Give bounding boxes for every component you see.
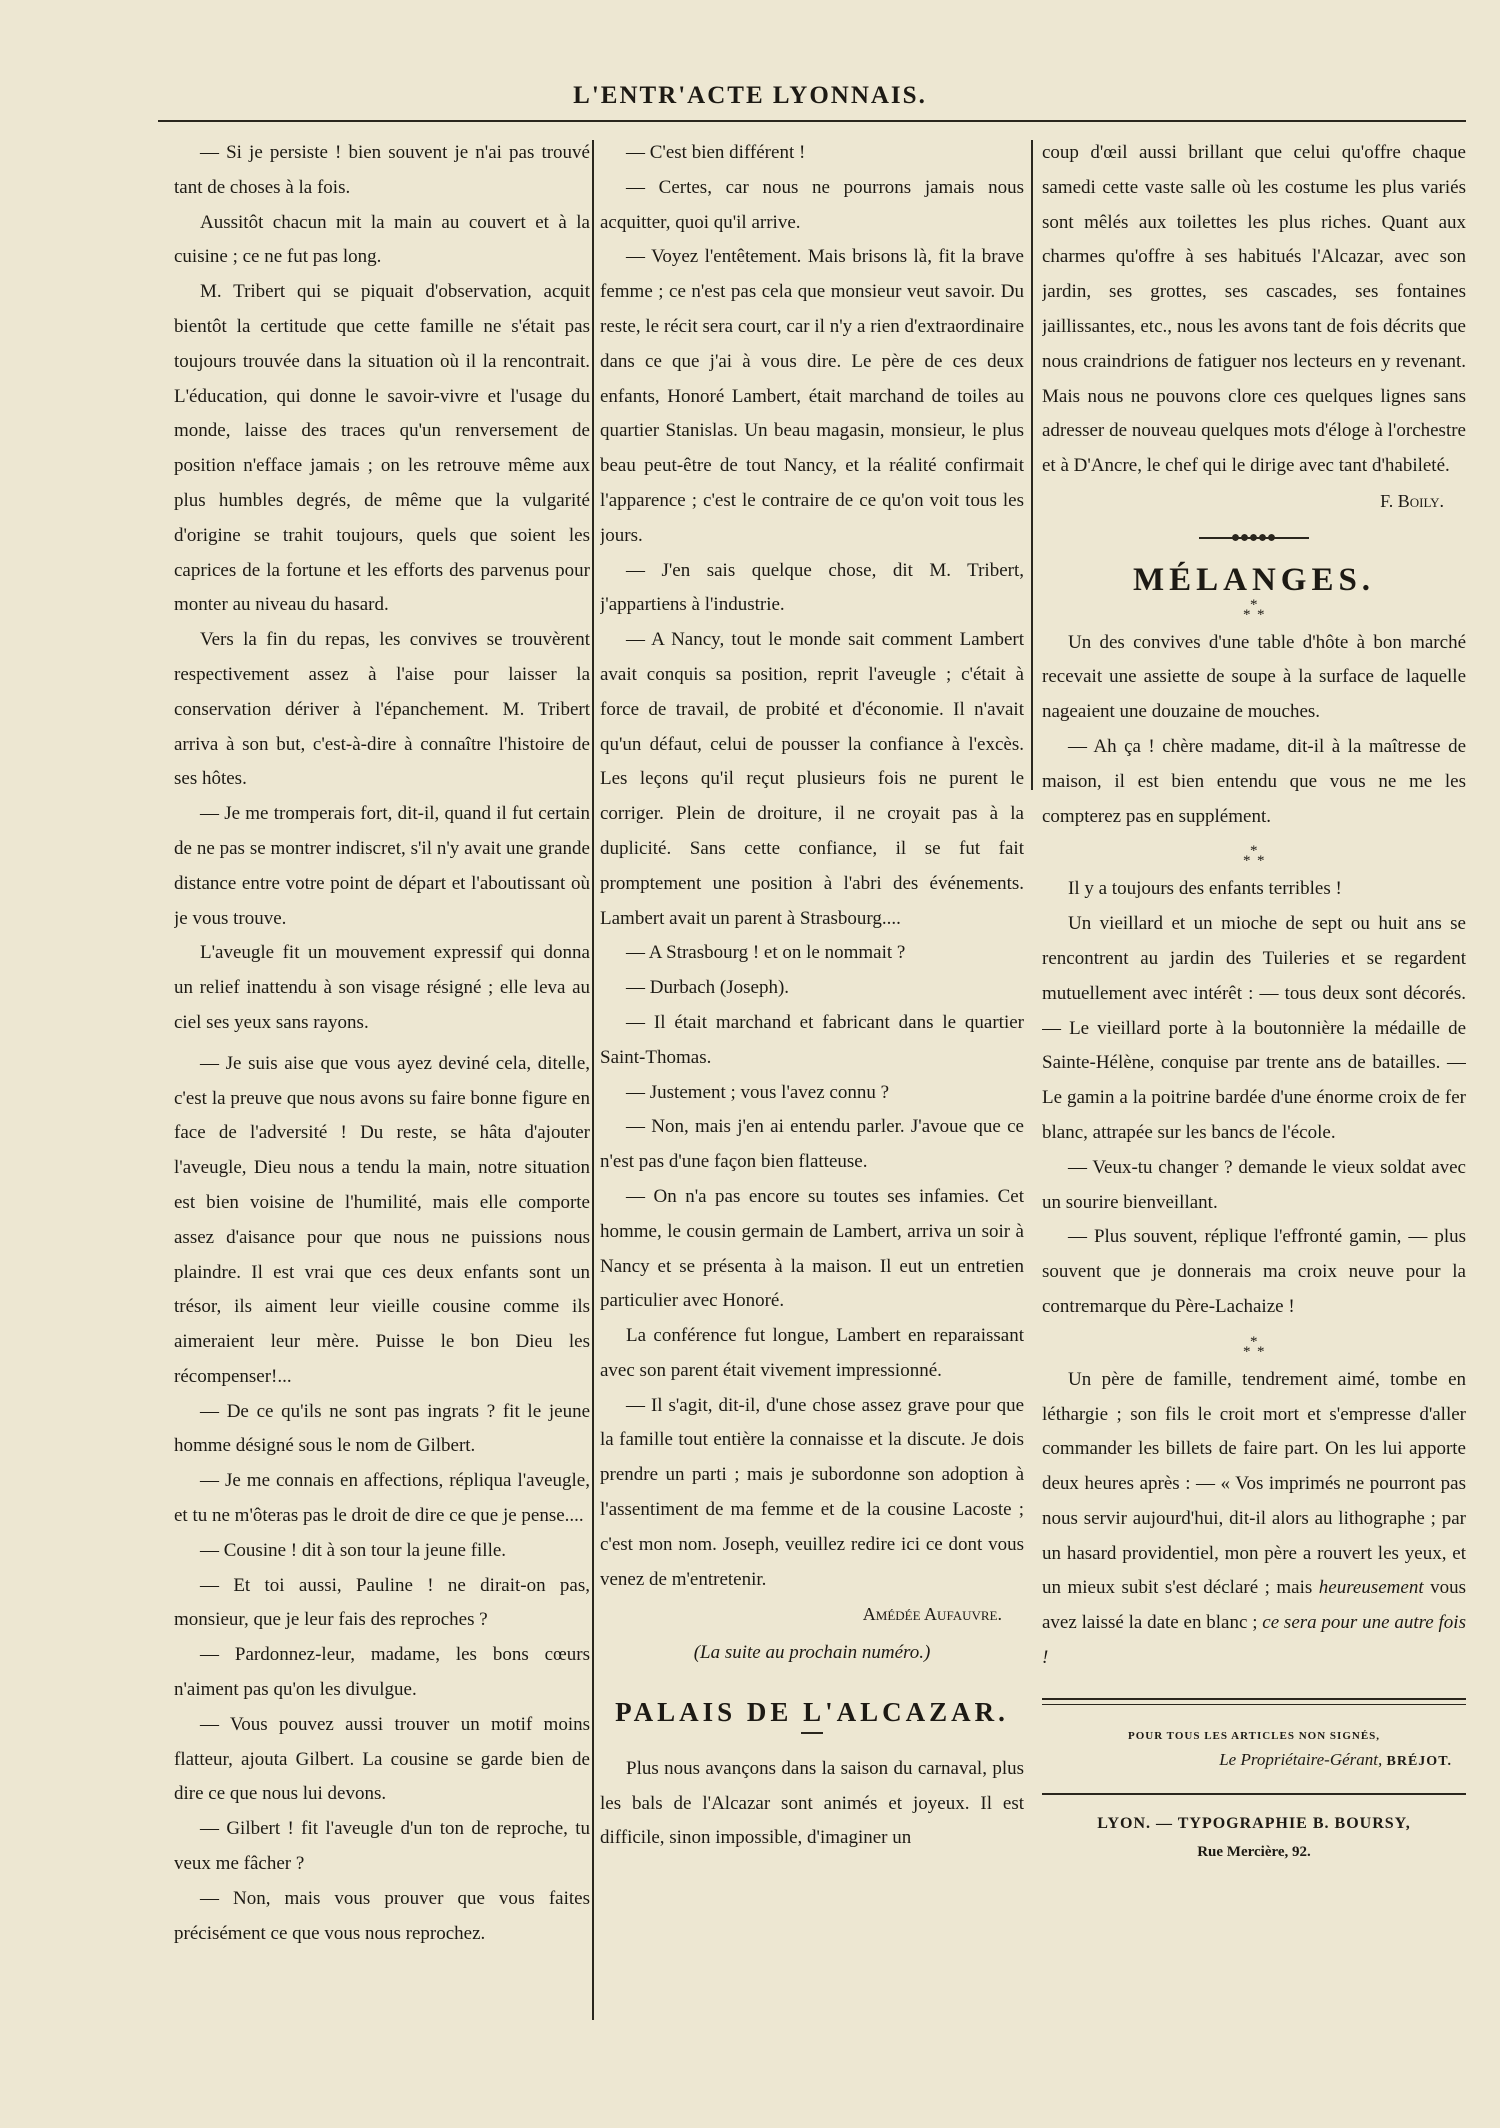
masthead-rule [158,120,1466,122]
paragraph: coup d'œil aussi brillant que celui qu'offre chaque samedi cette vaste salle où les costume les plus variés sont mêlés aux toilettes les plus riches. Quant aux charmes qu'offre à ses habitués l'Alcazar, avec son jardin, ses grottes, ses cascades, ses fontaines jaillissantes, etc., nous les avons tant de fois décrits que nous craindrions de fatiguer nos lecteurs en y revenant. Mais nous ne pouvons clore ces quelques lignes sans adresser de nouveau quelques mots d'éloge à l'orchestre et à D'Ancre, le chef qui le dirige avec tant d'habileté. [1042,142,1466,477]
continuation-note: (La suite au prochain numéro.) [693,1642,931,1664]
asterism-icon: * * * [1243,843,1265,870]
paragraph: — Cousine ! dit à son tour la jeune fille. [200,1539,507,1561]
paragraph: — Il était marchand et fabricant dans le quartier Saint-Thomas. [600,1011,1024,1068]
column-divider-right [1031,140,1033,790]
footer-rule [1042,1704,1466,1705]
paragraph: L'aveugle fit un mouvement expressif qui donna un relief inattendu à son visage résigné ; elle leva au ciel ses yeux sans rayons. [174,942,590,1033]
footer-rule [1042,1698,1466,1700]
printer-line: LYON. — TYPOGRAPHIE B. BOURSY, [1097,1814,1411,1832]
paragraph: Un des convives d'une table d'hôte à bon marché recevait une assiette de soupe à la surface de laquelle nageaient une douzaine de mouches. [1042,631,1466,723]
section-title-melanges: MÉLANGES. [1132,561,1376,598]
paragraph: Un vieillard et un mioche de sept ou huit ans se rencontrent au jardin des Tuileries et se regardent mutuellement avec intérêt : — tous deux sont décorés. — Le vieillard porte à la boutonnière la médaille de Sainte-Hélène, conquise par trente ans de batailles. — Le gamin a la poitrine bardée d'une énorme croix de fer blanc, attrapée sur les bancs de l'école. [1042,913,1466,1143]
column-middle [600,136,1024,2036]
paragraph: — Je me tromperais fort, dit-il, quand il fut certain de ne pas se montrer indiscret, s'il n'y avait une grande distance entre votre point de départ et l'aboutissant où je vous trouve. [174,803,590,929]
paragraph: Il y a toujours des enfants terribles ! [1068,878,1342,900]
masthead-title: L'ENTR'ACTE LYONNAIS. [573,82,927,109]
paragraph: — Gilbert ! fit l'aveugle d'un ton de reproche, tu veux me fâcher ? [174,1818,590,1875]
paragraph: — A Strasbourg ! et on le nommait ? [626,942,906,964]
paragraph: Plus nous avançons dans la saison du carnaval, plus les bals de l'Alcazar sont animés et joyeux. Il est difficile, sinon impossible, d'imaginer un [600,1757,1024,1849]
text-run: vous avez laissé la date en blanc ; [1042,1577,1466,1634]
paragraph: — Pardonnez-leur, madame, les bons cœurs n'aiment pas qu'on les divulgue. [174,1644,590,1701]
gerant-name: BRÉJOT. [1386,1753,1452,1769]
text-run: Un père de famille, tendrement aimé, tombe en léthargie ; son fils le croit mort et s'empresse d'aller commander les billets de faire part. On les lui apporte deux heures après : — « Vos imprimés ne pourront pas nous servir aujourd'hui, dit-il alors au lithographe ; par un hasard providentiel, mon père a rouvert les yeux, et un mieux subit s'est déclaré ; mais [1042,1368,1466,1599]
column-left [174,136,590,2036]
paragraph: — Je suis aise que vous ayez deviné cela, ditelle, c'est la preuve que nous avons su faire bonne figure en face de l'adversité ! Du reste, se hâta d'ajouter l'aveugle, Dieu nous a tendu la main, notre situation est bien voisine de l'humilité, mais elle comporte assez d'aisance pour que nous ne puissions nous plaindre. Il est vrai que ces deux enfants sont un trésor, ils aiment leur vieille cousine comme ils aimeraient leur mère. Puisse le bon Dieu les récompenser!... [174,1052,590,1387]
paragraph: — Non, mais j'en ai entendu parler. J'avoue que ce n'est pas d'une façon bien flatteuse. [600,1116,1024,1173]
section-title-alcazar: PALAIS DE L'ALCAZAR. [615,1697,1009,1728]
asterism-icon: * * * [1243,1333,1265,1360]
column-divider-left [592,140,594,2020]
paragraph: — Il s'agit, dit-il, d'une chose assez grave pour que la famille tout entière la connaisse et la discute. Je dois prendre un parti ; mais je subordonne son adoption à l'assentiment de ma femme et de la cousine Lacoste ; c'est mon nom. Joseph, veuillez redire ici ce dont vous venez de m'entretenir. [600,1394,1024,1590]
column-right [1042,136,1466,2036]
paragraph: — Si je persiste ! bien souvent je n'ai pas trouvé tant de choses à la fois. [174,142,590,198]
paragraph: — A Nancy, tout le monde sait comment Lambert avait conquis sa position, reprit l'aveugle ; c'était à force de travail, de probité et d'économie. Il n'avait qu'un défaut, celui de pousser la confiance à l'excès. Les leçons qu'il reçut plusieurs fois ne purent le corriger. Plein de droiture, il ne croyait pas à la duplicité. Sans cette confiance, il se fut fait promptement une position à l'abri des événements. Lambert avait un parent à Strasbourg.... [600,629,1024,929]
title-dash [801,1732,823,1734]
footer-rule [1042,1793,1466,1795]
paragraph: — Voyez l'entêtement. Mais brisons là, fit la brave femme ; ce n'est pas cela que monsieur veut savoir. Du reste, le récit sera court, car il n'y a rien d'extraordinaire dans ce que j'ai à vous dire. Le père de ces deux enfants, Honoré Lambert, était marchand de toiles au quartier Stanislas. Un beau magasin, monsieur, le plus beau peut-être de tout Nancy, et la réalité confirmait l'apparence ; c'est le contraire de ce qu'on voit tous les jours. [600,246,1024,546]
paragraph: — Durbach (Joseph). [626,977,790,999]
paragraph: Aussitôt chacun mit la main au couvert et à la cuisine ; ce ne fut pas long. [174,211,590,268]
paragraph: — Plus souvent, réplique l'effronté gamin, — plus souvent que je donnerais ma croix neuve pour la contremarque du Père-Lachaize ! [1042,1226,1466,1317]
emphasis-text: heureusement [1318,1577,1424,1599]
paragraph: — Ah ça ! chère madame, dit-il à la maîtresse de maison, il est bien entendu que vous ne me les compterez pas en supplément. [1042,735,1466,827]
paragraph: Vers la fin du repas, les convives se trouvèrent respectivement assez à l'aise pour laisser la conservation dériver à l'épanchement. M. Tribert arriva à son but, c'est-à-dire à connaître l'histoire de ses hôtes. [174,629,590,790]
paragraph: — De ce qu'ils ne sont pas ingrats ? fit le jeune homme désigné sous le nom de Gilbert. [174,1400,590,1457]
paragraph: La conférence fut longue, Lambert en reparaissant avec son parent était vivement impressionné. [600,1325,1024,1381]
paragraph: — J'en sais quelque chose, dit M. Tribert, j'appartiens à l'industrie. [600,559,1024,616]
paragraph: — Je me connais en affections, répliqua l'aveugle, et tu ne m'ôteras pas le droit de dire ce que je pense.... [174,1470,590,1527]
footer-gerant [1042,1745,1466,1777]
emphasis-text: ce sera pour une autre fois ! [1042,1612,1466,1669]
author-signature: F. Boily. [1380,490,1444,511]
paragraph: — On n'a pas encore su toutes ses infamies. Cet homme, le cousin germain de Lambert, arriva un soir à Nancy et se présenta à la maison. Il eut un entretien particulier avec Honoré. [600,1185,1024,1312]
footer-notice: POUR TOUS LES ARTICLES NON SIGNÉS, [1127,1729,1381,1742]
paragraph: — Et toi aussi, Pauline ! ne dirait-on pas, monsieur, que je leur fais des reproches ? [174,1574,590,1631]
author-signature: Amédée Aufauvre. [862,1604,1002,1625]
gerant-label: Le Propriétaire-Gérant, [1219,1749,1383,1769]
printer-address: Rue Mercière, 92. [1197,1843,1311,1860]
paragraph: — Certes, car nous ne pourrons jamais nous acquitter, quoi qu'il arrive. [600,176,1024,233]
paragraph: — Vous pouvez aussi trouver un motif moins flatteur, ajouta Gilbert. La cousine se garde bien de dire ce que nous lui devons. [174,1713,590,1805]
paragraph [1042,1363,1466,1676]
paragraph: M. Tribert qui se piquait d'observation, acquit bientôt la certitude que cette famille ne s'était pas toujours trouvée dans la situation où il la rencontrait. L'éducation, qui donne le savoir-vivre et l'usage du monde, laisse des traces qu'un renversement de position n'efface jamais ; on les retrouve même aux plus humbles degrés, de même que la vulgarité d'origine se trahit toujours, quels que soient les caprices de la fortune et les efforts des parvenus pour monter au niveau du hasard. [174,281,590,616]
paragraph: — Non, mais vous prouver que vous faites précisément ce que vous nous reprochez. [174,1887,590,1944]
paragraph: — Justement ; vous l'avez connu ? [626,1081,890,1103]
paragraph: — C'est bien différent ! [626,142,806,163]
asterism-icon: * * * [1243,596,1265,623]
paragraph: — Veux-tu changer ? demande le vieux soldat avec un sourire bienveillant. [1042,1156,1466,1213]
ornament-divider [1199,533,1309,543]
